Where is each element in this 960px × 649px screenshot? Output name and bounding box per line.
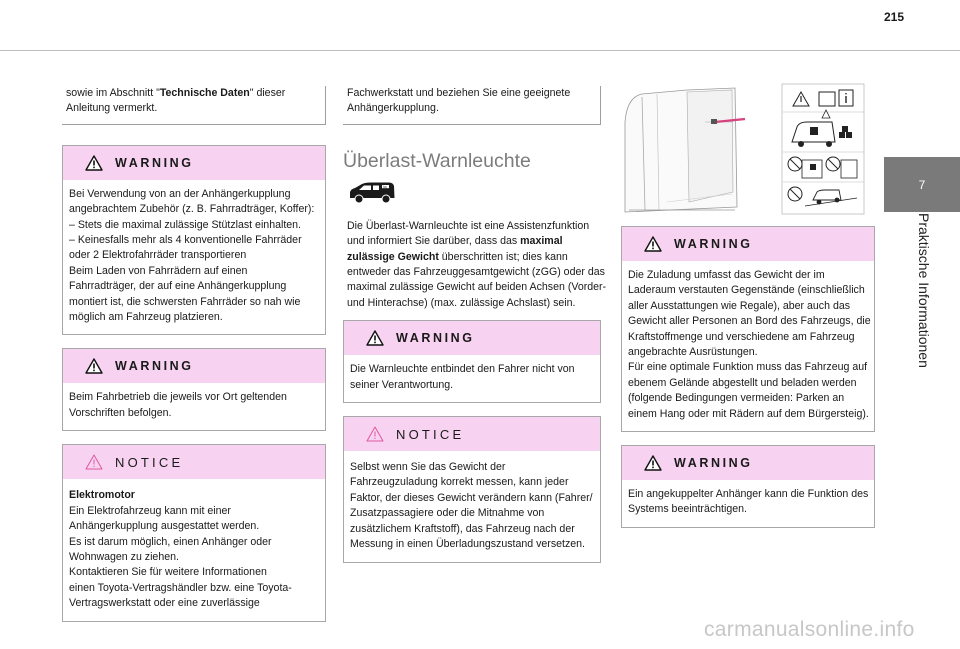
section-paragraph: Die Überlast-Warnleuchte ist eine Assistenzfunktion und informiert Sie darüber, dass das maximal zulässige Gewicht überschritten ist; dies kann entweder das Fahrzeuggesamtgewicht (zGG) oder das maximal zulässige Gewicht auf beiden Achsen (Vorder- und Hinterachse) (max. zulässige Achslast) sein.	[347, 219, 607, 309]
warning-triangle-icon	[85, 155, 103, 171]
warning-body: Die Zuladung umfasst das Gewicht der im Laderaum verstauten Gegenstände (einschließlich aller Ausstattungen wie Regale), aber auch das Gewicht aller Personen an Bord des Fahrzeugs, die Kraftstoffmenge und verschiedene am Fahrzeug angebrachte Ausrüstungen. Für eine optimale Funktion muss das Fahrzeug auf ebenem Gelände abgestellt und beladen werden (folgende Bedingungen vermeiden: Parken an einem Hang oder mit Rädern auf dem Bürgersteig).	[628, 269, 871, 420]
warning-body: Die Warnleuchte entbindet den Fahrer nicht von seiner Verantwortung.	[350, 363, 575, 391]
watermark: carmanualsonline.info	[704, 618, 915, 641]
warning-body: Ein angekuppelter Anhänger kann die Funktion des Systems beeinträchtigen.	[628, 488, 869, 516]
warning-box-2	[62, 348, 326, 431]
warning-title: WARNING	[396, 331, 475, 346]
warning-title: WARNING	[115, 155, 194, 170]
col2-intro: Fachwerkstatt und beziehen Sie eine geeignete Anhängerkupplung.	[343, 86, 601, 125]
notice-heading: Elektromotor	[69, 489, 135, 502]
section-heading: Überlast-Warnleuchte	[343, 149, 531, 172]
warning-header	[344, 321, 600, 355]
column-3	[621, 226, 875, 528]
notice-body: Elektromotor Ein Elektrofahrzeug kann mit einer Anhängerkupplung ausgestattet werden. Es ist darum möglich, einen Anhänger oder Wohnwagen zu ziehen. Kontaktieren Sie für weitere Informationen einen Toyota-Vertragshändler bzw. eine Toyota- Vertragswerkstatt oder eine zuverlässige	[63, 479, 325, 620]
notice-triangle-icon	[85, 454, 103, 470]
page-number: 215	[884, 10, 905, 24]
chapter-title	[877, 213, 953, 383]
svg-text:kg: kg	[383, 184, 387, 189]
notice-title: NOTICE	[396, 426, 465, 442]
notice-header	[63, 445, 325, 479]
header-rule	[0, 50, 960, 51]
warning-box-3	[343, 320, 601, 403]
chapter-tab[interactable]	[884, 157, 960, 212]
van-icon	[347, 181, 397, 205]
warning-triangle-icon	[85, 358, 103, 374]
warning-header	[63, 349, 325, 383]
warning-triangle-icon	[366, 330, 384, 346]
warning-header	[63, 146, 325, 180]
warning-triangle-icon	[644, 455, 662, 471]
warning-title: WARNING	[115, 359, 194, 374]
notice-title: NOTICE	[115, 454, 184, 470]
chapter-title-text: Praktische Informationen	[916, 213, 932, 368]
warning-body: Beim Fahrbetrieb die jeweils vor Ort geltenden Vorschriften befolgen.	[69, 391, 287, 419]
warning-box-5	[621, 445, 875, 528]
warning-triangle-icon	[644, 236, 662, 252]
notice-box-2	[343, 416, 601, 562]
notice-box-1	[62, 444, 326, 621]
notice-header	[344, 417, 600, 451]
column-2	[343, 86, 607, 563]
notice-triangle-icon	[366, 426, 384, 442]
notice-body: Selbst wenn Sie das Gewicht der Fahrzeugzuladung korrekt messen, kann jeder Faktor, der dieses Gewicht verändern kann (Fahrer/ Zusatzpassagiere oder die Mitnahme von zusätzlichem Kraftstoff), das Fahrzeug nach der Messung in einen Überladungszustand versetzen.	[350, 461, 593, 551]
chapter-number: 7	[918, 177, 926, 192]
warning-box-1	[62, 145, 326, 336]
column-1	[62, 86, 326, 622]
warning-body: Bei Verwendung von an der Anhängerkupplung angebrachtem Zubehör (z. B. Fahrradträger, Koffer): – Stets die maximal zulässige Stützlast einhalten. – Keinesfalls mehr als 4 konventionelle Fahrräder oder 2 Elektrofahrräder transportieren Beim Laden von Fahrrädern auf einen Fahrradträger, der auf eine Anhängerkupplung montiert ist, die schwersten Fahrräder so nah wie möglich am Fahrzeug platzieren.	[69, 187, 315, 324]
warning-header	[622, 227, 874, 261]
col1-intro: sowie im Abschnitt "Technische Daten" dieser Anleitung vermerkt.	[62, 86, 326, 125]
warning-box-4	[621, 226, 875, 432]
warning-title: WARNING	[674, 237, 753, 251]
warning-title: WARNING	[674, 456, 753, 471]
warning-header	[622, 446, 874, 480]
load-illustration	[617, 82, 867, 217]
